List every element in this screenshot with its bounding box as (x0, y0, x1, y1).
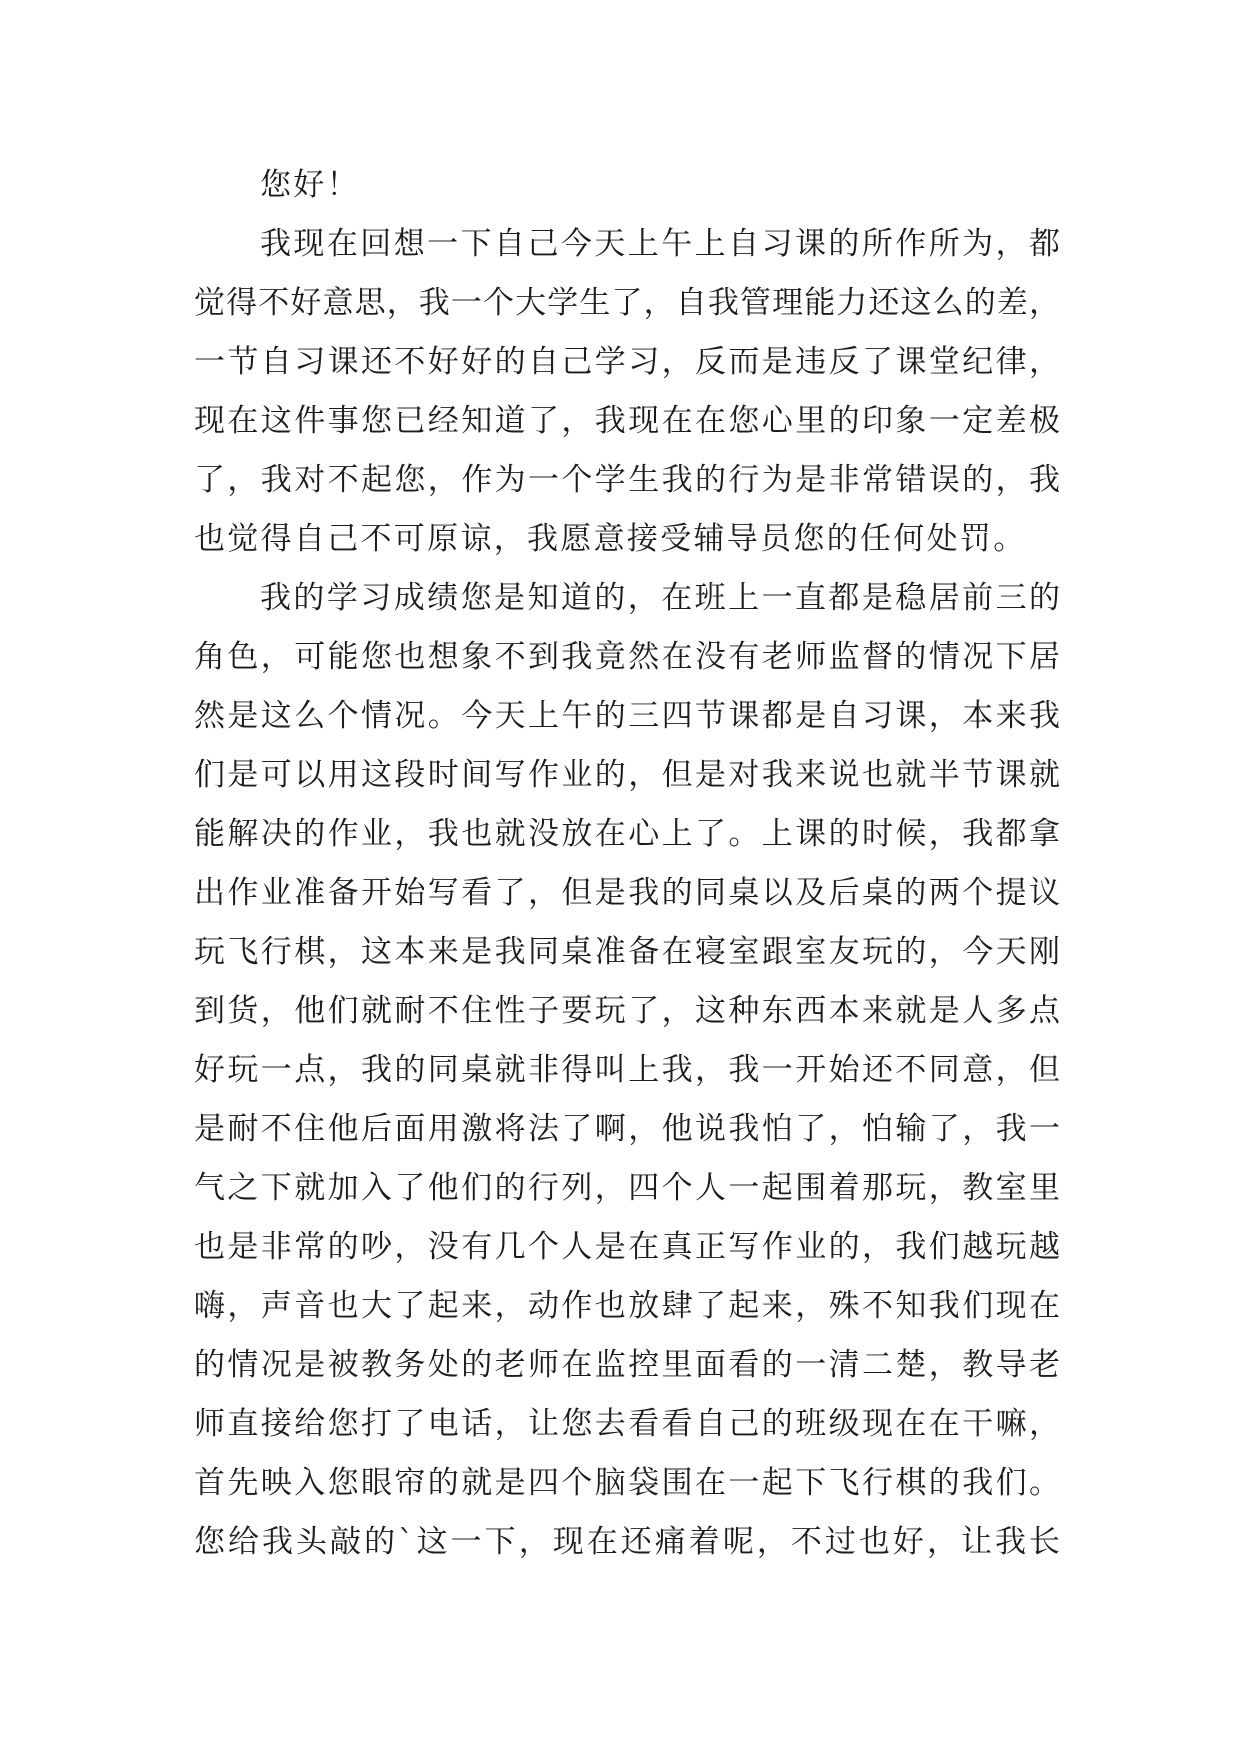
text-line: 好玩一点，我的同桌就非得叫上我，我一开始还不同意，但 (194, 1052, 1060, 1088)
text-line: 您好！ (260, 167, 360, 203)
text-line: 嗨，声音也大了起来，动作也放肆了起来，殊不知我们现在 (194, 1288, 1060, 1324)
text-line: 现在这件事您已经知道了，我现在在您心里的印象一定差极 (194, 403, 1060, 439)
text-line: 您给我头敲的`这一下，现在还痛着呢，不过也好，让我长 (194, 1524, 1060, 1560)
text-line: 玩飞行棋，这本来是我同桌准备在寝室跟室友玩的，今天刚 (194, 934, 1060, 970)
text-line: 首先映入您眼帘的就是四个脑袋围在一起下飞行棋的我们。 (194, 1465, 1060, 1501)
text-line: 师直接给您打了电话，让您去看看自己的班级现在在干嘛， (194, 1406, 1060, 1442)
text-line: 们是可以用这段时间写作业的，但是对我来说也就半节课就 (194, 757, 1060, 793)
paragraph (194, 569, 1060, 1572)
text-line: 出作业准备开始写看了，但是我的同桌以及后桌的两个提议 (194, 875, 1060, 911)
text-line: 能解决的作业，我也就没放在心上了。上课的时候，我都拿 (194, 816, 1060, 852)
paragraph (194, 215, 1060, 569)
text-line: 也觉得自己不可原谅，我愿意接受辅导员您的任何处罚。 (194, 521, 1027, 557)
text-line: 是耐不住他后面用激将法了啊，他说我怕了，怕输了，我一 (194, 1111, 1060, 1147)
text-line: 也是非常的吵，没有几个人是在真正写作业的，我们越玩越 (194, 1229, 1060, 1265)
text-line: 气之下就加入了他们的行列，四个人一起围着那玩，教室里 (194, 1170, 1060, 1206)
document-body (194, 156, 1060, 1572)
text-line: 了，我对不起您，作为一个学生我的行为是非常错误的，我 (194, 462, 1060, 498)
text-line: 我现在回想一下自己今天上午上自习课的所作所为，都 (260, 226, 1060, 262)
paragraph-greeting (194, 156, 1060, 215)
text-line: 角色，可能您也想象不到我竟然在没有老师监督的情况下居 (194, 639, 1060, 675)
text-line: 到货，他们就耐不住性子要玩了，这种东西本来就是人多点 (194, 993, 1060, 1029)
text-line: 然是这么个情况。今天上午的三四节课都是自习课，本来我 (194, 698, 1060, 734)
text-line: 的情况是被教务处的老师在监控里面看的一清二楚，教导老 (194, 1347, 1060, 1383)
text-line: 一节自习课还不好好的自己学习，反而是违反了课堂纪律， (194, 344, 1060, 380)
text-line: 我的学习成绩您是知道的，在班上一直都是稳居前三的 (260, 580, 1060, 616)
text-line: 觉得不好意思，我一个大学生了，自我管理能力还这么的差， (194, 285, 1060, 321)
